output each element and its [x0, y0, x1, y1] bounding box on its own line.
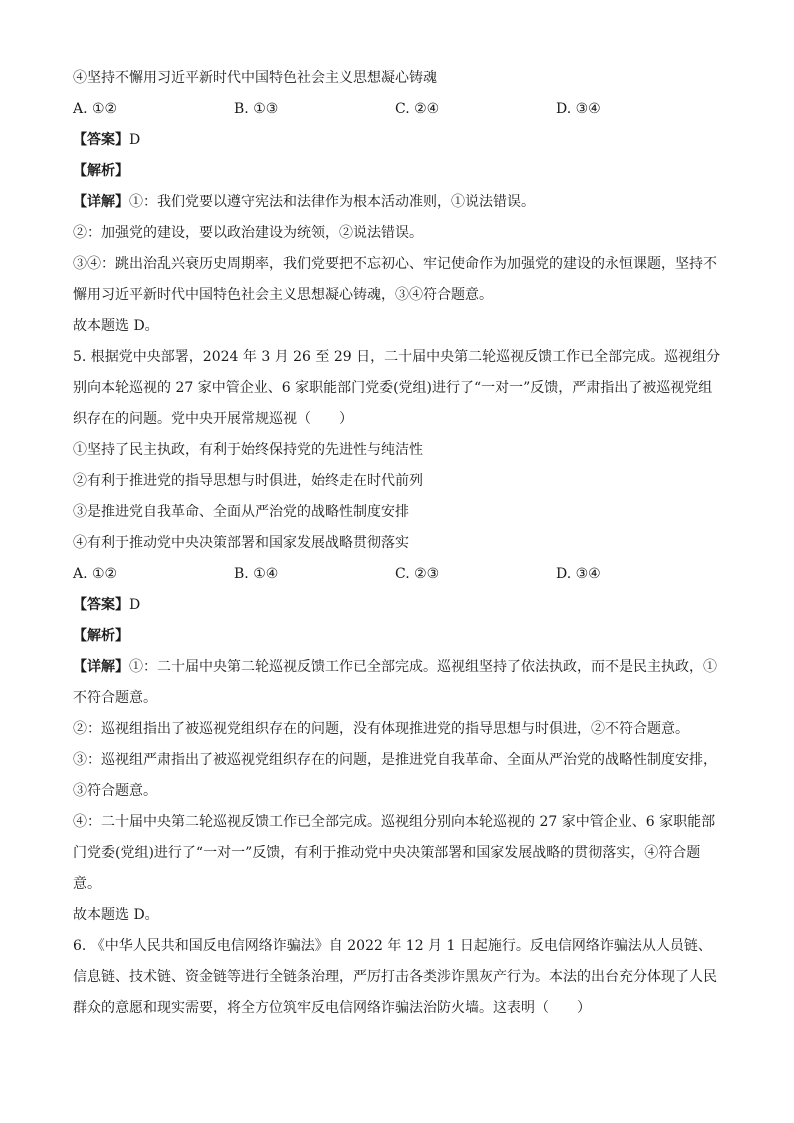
- q4-answer: [73, 125, 723, 156]
- q5-detail-tag: 【详解】: [73, 659, 129, 675]
- q4-detail-1-text: ①：我们党要以遵守宪法和法律作为根本活动准则，①说法错误。: [129, 194, 535, 210]
- q4-detail-2: ②：加强党的建设，要以政治建设为统领，②说法错误。: [73, 225, 423, 241]
- q5-item-4: ④有利于推动党中央决策部署和国家发展战略贯彻落实: [73, 535, 409, 551]
- q4-conclusion: 故本题选 D。: [73, 318, 159, 334]
- q4-analysis-tag: 【解析】: [73, 163, 129, 179]
- q5-detail-1-text: ①：二十届中央第二轮巡视反馈工作已全部完成。巡视组坚持了依法执政，而不是民主执政，①不符合题意。: [73, 659, 717, 706]
- q4-detail-3: ③④：跳出治乱兴衰历史周期率，我们党要把不忘初心、牢记使命作为加强党的建设的永恒课题，坚持不懈用习近平新时代中国特色社会主义思想凝心铸魂，③④符合题意。: [73, 256, 717, 303]
- q5-item-1: ①坚持了民主执政，有利于始终保持党的先进性与纯洁性: [73, 442, 423, 458]
- q5-item-3: ③是推进党自我革命、全面从严治党的战略性制度安排: [73, 504, 409, 520]
- q5-option-a: A. ①②: [73, 566, 118, 582]
- q5-detail-2: ②：巡视组指出了被巡视党组织存在的问题，没有体现推进党的指导思想与时俱进，②不符合题意。: [73, 721, 689, 737]
- document-page: [73, 63, 723, 1024]
- q4-option-d: D. ③④: [556, 101, 601, 117]
- q4-option-b: B. ①③: [234, 101, 279, 117]
- q5-answer-tag: 【答案】: [73, 597, 129, 613]
- q4-item-4: ④坚持不懈用习近平新时代中国特色社会主义思想凝心铸魂: [73, 70, 437, 86]
- q5-detail-1: [73, 652, 723, 714]
- q5-option-b: B. ①④: [234, 566, 279, 582]
- q5-item-2: ②有利于推进党的指导思想与时俱进，始终走在时代前列: [73, 473, 423, 489]
- q4-detail-tag: 【详解】: [73, 194, 129, 210]
- q6-stem: 6. 《中华人民共和国反电信网络诈骗法》自 2022 年 12 月 1 日起施行。反电信网络诈骗法从人员链、信息链、技术链、资金链等进行全链条治理，严厉打击各类涉诈黑灰产行为。本法的出台充分体现了人民群众的意愿和现实需要，将全方位筑牢反电信网络诈骗法治防火墙。这表明（ ）: [73, 938, 717, 1016]
- q5-analysis-tag: 【解析】: [73, 628, 129, 644]
- q5-option-c: C. ②③: [395, 566, 440, 582]
- q5-answer: [73, 590, 723, 621]
- q5-option-d: D. ③④: [556, 566, 601, 582]
- q5-detail-4: ④：二十届中央第二轮巡视反馈工作已全部完成。巡视组分别向本轮巡视的 27 家中管企业、6 家职能部门党委(党组)进行了“一对一”反馈，有利于推动党中央决策部署和国家发展战略的贯彻落实，④符合题意。: [73, 814, 716, 892]
- q4-detail-1: [73, 187, 723, 218]
- q5-detail-3: ③：巡视组严肃指出了被巡视党组织存在的问题，是推进党自我革命、全面从严治党的战略性制度安排，③符合题意。: [73, 752, 717, 799]
- q5-stem: 5. 根据党中央部署，2024 年 3 月 26 至 29 日，二十届中央第二轮巡视反馈工作已全部完成。巡视组分别向本轮巡视的 27 家中管企业、6 家职能部门党委(党组)进行了“一对一”反馈，严肃指出了被巡视党组织存在的问题。党中央开展常规巡视（ ）: [73, 349, 721, 427]
- q4-answer-value: D: [129, 132, 141, 148]
- q4-answer-tag: 【答案】: [73, 132, 129, 148]
- q5-options: [73, 559, 723, 590]
- q4-options: [73, 94, 723, 125]
- q5-conclusion: 故本题选 D。: [73, 907, 159, 923]
- q4-option-c: C. ②④: [395, 101, 440, 117]
- q5-answer-value: D: [129, 597, 141, 613]
- q4-option-a: A. ①②: [73, 101, 118, 117]
